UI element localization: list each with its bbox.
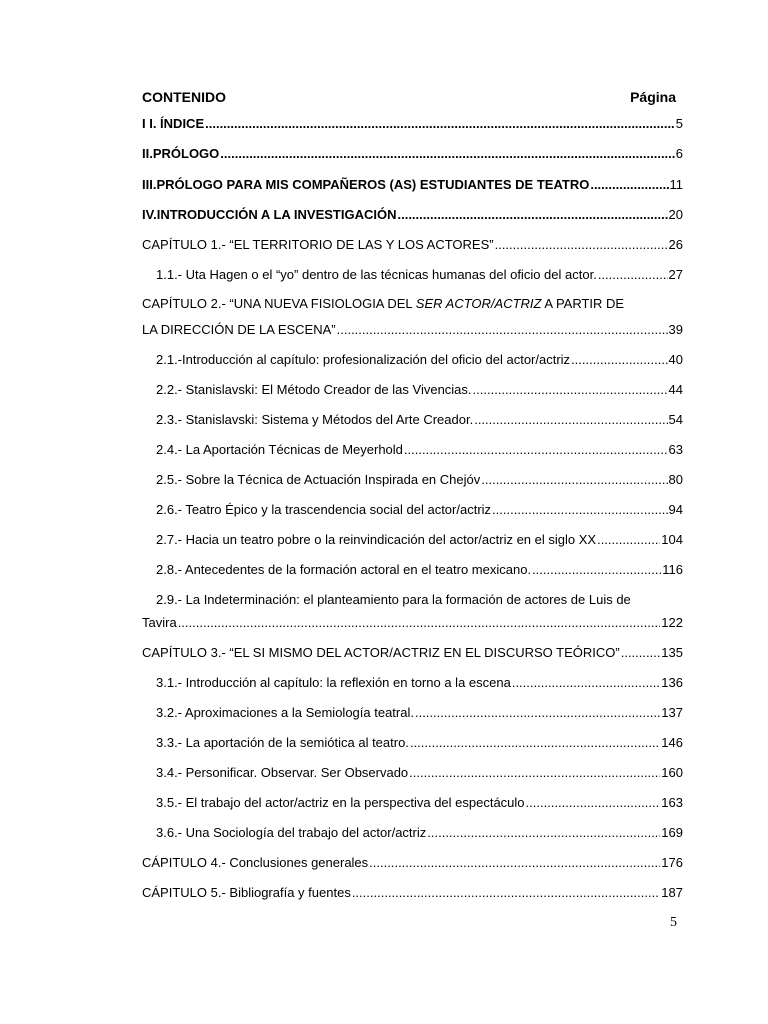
toc-entry-title: 2.3.- Stanislavski: Sistema y Métodos del Arte Creador. [156,412,474,427]
toc-entry-page: 104 [661,532,683,547]
toc-entry-title: I I. ÍNDICE [142,116,205,131]
toc-leader-dots [481,471,667,489]
toc-entry-2-2[interactable] [142,381,683,399]
toc-entry-2-4[interactable] [142,441,683,459]
toc-leader-dots [590,176,668,194]
toc-entry-capitulo-2[interactable] [142,295,683,339]
page-column-heading: Página [630,89,676,105]
toc-entry-title-line-2: Tavira ..... 122 [142,614,683,632]
toc-entry-2-6[interactable] [142,501,683,519]
toc-entry-3-3[interactable] [142,734,683,752]
toc-leader-dots [598,266,668,284]
toc-entry-prologo-companeros[interactable] [142,176,683,194]
toc-entry-2-9[interactable] [142,591,683,632]
toc-entry-prologo[interactable] [142,145,683,163]
toc-entry-title: IV.INTRODUCCIÓN A LA INVESTIGACIÓN [142,207,397,222]
toc-leader-dots [473,381,668,399]
toc-entry-title: 2.1.-Introducción al capítulo: profesionalización del oficio del actor/actriz [156,352,571,367]
toc-entry-title: CAPÍTULO 3.- “EL SI MISMO DEL ACTOR/ACTRIZ EN EL DISCURSO TEÓRICO” [142,645,620,660]
toc-entry-page: 116 [662,562,683,577]
toc-entry-title-line-2: LA DIRECCIÓN DE LA ESCENA” ..... 39 [142,321,683,339]
toc-entry-2-1[interactable] [142,351,683,369]
toc-entry-page: 160 [661,765,683,780]
toc-entry-page: 176 [661,855,683,870]
toc-entry-capitulo-1[interactable] [142,236,683,254]
toc-leader-dots [409,764,660,782]
toc-entry-page: 135 [661,645,683,660]
toc-entry-page: 163 [661,795,683,810]
toc-entry-2-7[interactable] [142,531,683,549]
toc-entry-page: 6 [675,146,683,161]
toc-entry-title: CAPÍTULO 1.- “EL TERRITORIO DE LAS Y LOS ACTORES” [142,237,494,252]
toc-entry-title: 3.1.- Introducción al capítulo: la reflexión en torno a la escena [156,675,511,690]
toc-entry-page: 44 [668,382,683,397]
toc-entry-1-1[interactable] [142,266,683,284]
toc-leader-dots [526,794,661,812]
toc-entry-page: 146 [661,735,683,750]
toc-leader-dots [532,561,661,579]
toc-leader-dots [205,115,675,133]
toc-entry-page: 11 [669,177,683,192]
toc-entry-3-4[interactable] [142,764,683,782]
toc-leader-dots [571,351,667,369]
toc-entry-page: 27 [668,267,683,282]
toc-leader-dots [495,236,668,254]
toc-leader-dots [512,674,660,692]
toc-header [142,89,676,105]
toc-entry-page: 169 [661,825,683,840]
toc-entry-3-5[interactable] [142,794,683,812]
toc-entry-page: 54 [668,412,683,427]
contents-heading: CONTENIDO [142,89,226,105]
toc-leader-dots [220,145,674,163]
toc-entry-introduccion[interactable] [142,206,683,224]
toc-entry-capitulo-4[interactable] [142,854,683,872]
toc-leader-dots [474,411,667,429]
toc-leader-dots [427,824,660,842]
toc-entry-title: 3.5.- El trabajo del actor/actriz en la perspectiva del espectáculo [156,795,525,810]
toc-entry-page: 136 [661,675,683,690]
toc-entry-title: 3.3.- La aportación de la semiótica al teatro. [156,735,409,750]
toc-leader-dots [352,884,660,902]
toc-entry-page: 94 [668,502,683,517]
toc-entry-title: III.PRÓLOGO PARA MIS COMPAÑEROS (AS) ESTUDIANTES DE TEATRO [142,177,590,192]
toc-entry-title: 2.8.- Antecedentes de la formación actoral en el teatro mexicano. [156,562,532,577]
toc-entry-page: 80 [668,472,683,487]
toc-entry-title: CÁPITULO 4.- Conclusiones generales [142,855,369,870]
toc-leader-dots [178,614,661,632]
toc-entry-page: 20 [668,207,683,222]
toc-leader-dots [621,644,661,662]
toc-entry-title: 2.4.- La Aportación Técnicas de Meyerhold [156,442,403,457]
toc-leader-dots [369,854,660,872]
toc-entry-2-3[interactable] [142,411,683,429]
toc-leader-dots [397,206,667,224]
toc-entry-page: 5 [675,116,683,131]
toc-entry-title: II.PRÓLOGO [142,146,220,161]
toc-entry-3-1[interactable] [142,674,683,692]
toc-entry-page: 187 [661,885,683,900]
toc-entry-title-line-1: CAPÍTULO 2.- “UNA NUEVA FISIOLOGIA DEL SER ACTOR/ACTRIZ A PARTIR DE [142,296,625,311]
toc-entry-title: 2.2.- Stanislavski: El Método Creador de las Vivencias. [156,382,472,397]
toc-entry-capitulo-5[interactable] [142,884,683,902]
toc-entry-capitulo-3[interactable] [142,644,683,662]
toc-entry-page: 39 [668,322,683,337]
toc-entry-title: 2.5.- Sobre la Técnica de Actuación Inspirada en Chejóv [156,472,481,487]
toc-entry-title: CÁPITULO 5.- Bibliografía y fuentes [142,885,351,900]
toc-entry-page: 40 [668,352,683,367]
toc-leader-dots [410,734,660,752]
toc-entry-title: 3.2.- Aproximaciones a la Semiología teatral. [156,705,414,720]
toc-entry-title: 3.4.- Personificar. Observar. Ser Observado [156,765,409,780]
toc-leader-dots [404,441,668,459]
toc-entry-title-italic: SER ACTOR/ACTRIZ [415,296,542,311]
toc-entry-title: 2.6.- Teatro Épico y la trascendencia social del actor/actriz [156,502,492,517]
toc-entry-title: 2.7.- Hacia un teatro pobre o la reinvindicación del actor/actriz en el siglo XX [156,532,597,547]
toc-leader-dots [597,531,660,549]
toc-entry-title: 1.1.- Uta Hagen o el “yo” dentro de las técnicas humanas del oficio del actor. [156,267,597,282]
toc-leader-dots [337,321,668,339]
page-number: 5 [670,915,677,930]
toc-entry-2-8[interactable] [142,561,683,579]
toc-entry-2-5[interactable] [142,471,683,489]
toc-leader-dots [415,704,660,722]
toc-entry-page: 122 [661,615,683,630]
toc-entry-indice[interactable] [142,115,683,133]
toc-entry-title-line-1: 2.9.- La Indeterminación: el planteamiento para la formación de actores de Luis de [156,592,631,607]
toc-entry-page: 26 [668,237,683,252]
toc-entry-3-2[interactable] [142,704,683,722]
toc-entry-3-6[interactable] [142,824,683,842]
toc-entry-page: 63 [668,442,683,457]
toc-entry-title: 3.6.- Una Sociología del trabajo del actor/actriz [156,825,427,840]
toc-entry-page: 137 [661,705,683,720]
toc-leader-dots [492,501,667,519]
